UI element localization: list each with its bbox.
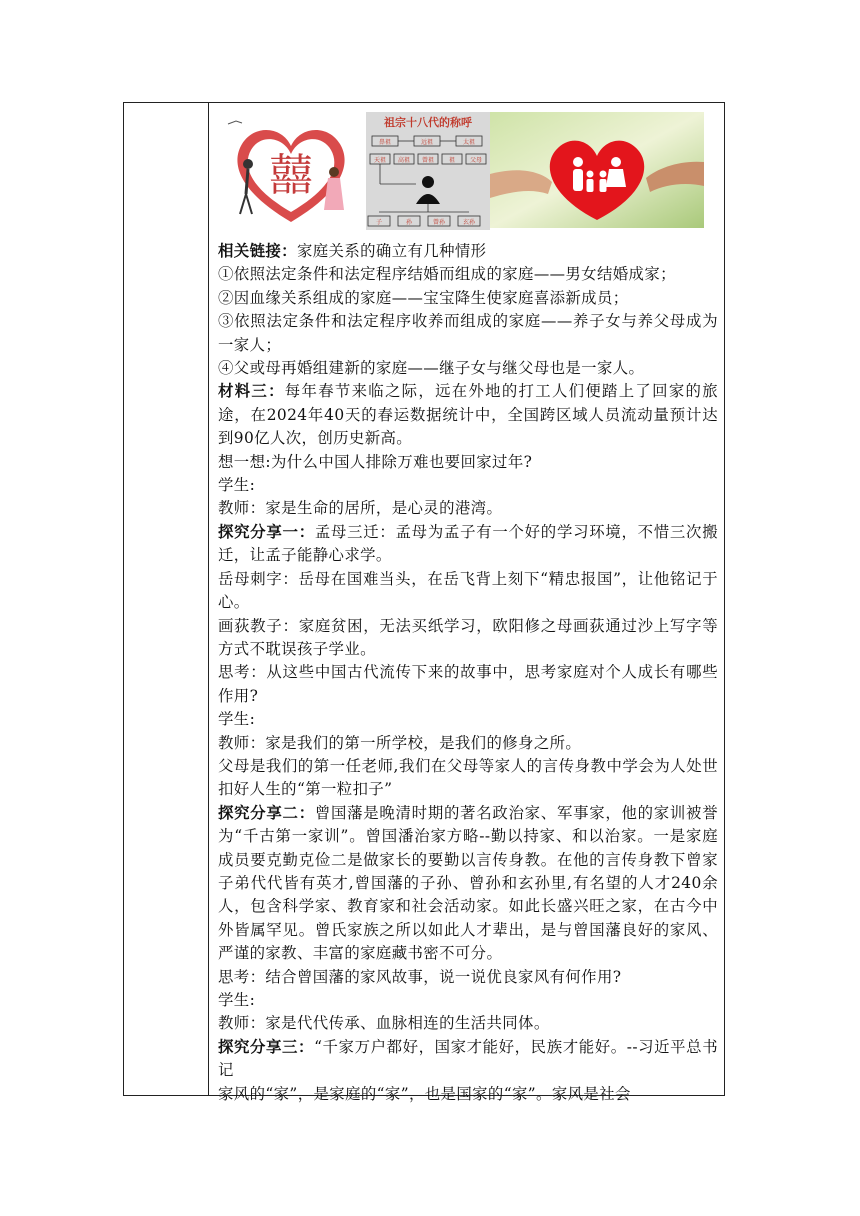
paragraph-text: 学生: xyxy=(218,991,256,1009)
lesson-text xyxy=(218,240,718,1106)
genealogy-label: 孙 xyxy=(405,219,413,226)
paragraph-text: 曾国藩是晚清时期的著名政治家、军事家，他的家训被誉为“千古第一家训”。曾国潘治家方略--勤以持家、和以治家。一是家庭成员要克勤克俭二是做家长的要勤以言传身教。在他的言传身教下曾家子弟代代皆有英才,曾国藩的子孙、曾孙和玄孙里,有名望的人才240余人，包含科学家、教育家和社会活动家。如此长盛兴旺之家，在古今中外皆属罕见。曾氏家族之所以如此人才辈出，是与曾国藩良好的家风、严谨的家教、丰富的家庭藏书密不可分。 xyxy=(218,803,718,963)
genealogy-label: 鼻祖 xyxy=(378,139,392,146)
lesson-paragraph xyxy=(218,732,718,755)
paragraph-text: 想一想:为什么中国人排除万难也要回家过年? xyxy=(218,452,533,471)
genealogy-label: 玄孙 xyxy=(462,219,476,226)
paragraph-text: 家风的“家”，是家庭的“家”，也是国家的“家”。家风是社会 xyxy=(218,1084,631,1103)
genealogy-label: 父母 xyxy=(469,157,483,164)
paragraph-text: 教师：家是生命的居所，是心灵的港湾。 xyxy=(218,499,503,518)
paragraph-text: ①依照法定条件和法定程序结婚而组成的家庭——男女结婚成家； xyxy=(218,265,676,284)
paragraph-text: 学生: xyxy=(218,476,256,495)
lesson-paragraph xyxy=(218,661,718,708)
paragraph-text: 学生: xyxy=(218,710,256,729)
paragraph-text: 思考：从这些中国古代流传下来的故事中，思考家庭对个人成长有哪些作用? xyxy=(218,663,718,705)
genealogy-label: 曾祖 xyxy=(421,157,435,164)
paragraph-text: 画荻教子：家庭贫困，无法买纸学习，欧阳修之母画荻通过沙上写字等方式不耽误孩子学业。 xyxy=(218,616,718,658)
section-lead: 相关链接： xyxy=(218,242,297,260)
genealogy-label: 太祖 xyxy=(462,139,476,146)
lesson-paragraph xyxy=(218,357,718,380)
lesson-paragraph xyxy=(218,497,718,520)
double-happiness-glyph: 囍 xyxy=(269,150,313,201)
lesson-paragraph xyxy=(218,240,718,263)
paragraph-text: ③依照法定条件和法定程序收养而组成的家庭——养子女与养父母成为一家人； xyxy=(218,312,718,354)
family-heart-image xyxy=(490,112,704,228)
wedding-heart-image xyxy=(220,114,362,232)
lesson-paragraph xyxy=(218,1083,718,1106)
genealogy-label: 子 xyxy=(375,219,383,226)
lesson-paragraph xyxy=(218,1012,718,1035)
paragraph-text: 家庭关系的确立有几种情形 xyxy=(296,242,487,260)
lesson-paragraph xyxy=(218,615,718,662)
genealogy-label: 曾孙 xyxy=(432,219,446,226)
paragraph-text: 教师：家是我们的第一所学校，是我们的修身之所。 xyxy=(218,733,582,752)
genealogy-label: 远祖 xyxy=(420,139,434,146)
paragraph-text: ④父或母再婚组建新的家庭——继子女与继父母也是一家人。 xyxy=(218,359,645,378)
genealogy-label: 祖 xyxy=(448,157,456,164)
lesson-paragraph xyxy=(218,1036,718,1083)
genealogy-chart-image xyxy=(366,112,490,230)
lesson-paragraph xyxy=(218,380,718,450)
image-strip xyxy=(218,110,718,238)
lesson-paragraph xyxy=(218,802,718,966)
lesson-paragraph xyxy=(218,755,718,802)
lesson-paragraph xyxy=(218,708,718,731)
genealogy-title: 祖宗十八代的称呼 xyxy=(384,116,472,129)
genealogy-label: 高祖 xyxy=(397,157,411,164)
section-lead: 材料三： xyxy=(218,382,285,401)
lesson-paragraph xyxy=(218,966,718,989)
paragraph-text: 思考：结合曾国藩的家风故事，说一说优良家风有何作用? xyxy=(218,967,622,986)
section-lead: 探究分享三： xyxy=(218,1037,315,1056)
lesson-paragraph xyxy=(218,989,718,1012)
paragraph-text: “千家万户都好，国家才能好，民族才能好。--习近平总书记 xyxy=(218,1037,718,1080)
section-lead: 探究分享一： xyxy=(218,522,315,541)
lesson-paragraph xyxy=(218,263,718,286)
lesson-paragraph xyxy=(218,474,718,497)
lesson-paragraph xyxy=(218,310,718,357)
lesson-paragraph xyxy=(218,287,718,310)
lesson-paragraph xyxy=(218,451,718,474)
paragraph-text: ②因血缘关系组成的家庭——宝宝降生使家庭喜添新成员； xyxy=(218,288,629,307)
paragraph-text: 每年春节来临之际，远在外地的打工人们便踏上了回家的旅途，在2024年40天的春运数据统计中，全国跨区域人员流动量预计达到90亿人次，创历史新高。 xyxy=(218,382,718,448)
paragraph-text: 父母是我们的第一任老师,我们在父母等家人的言传身教中学会为人处世扣好人生的“第一粒扣子” xyxy=(218,756,718,799)
paragraph-text: 教师：家是代代传承、血脉相连的生活共同体。 xyxy=(218,1014,550,1033)
lesson-content xyxy=(218,110,718,1106)
column-divider xyxy=(208,102,209,1096)
paragraph-text: 岳母刺字：岳母在国难当头，在岳飞背上刻下“精忠报国”，让他铭记于心。 xyxy=(218,569,718,612)
lesson-paragraph xyxy=(218,521,718,568)
lesson-paragraph xyxy=(218,568,718,615)
section-lead: 探究分享二： xyxy=(218,803,315,822)
genealogy-label: 天祖 xyxy=(373,157,387,164)
paragraph-text: 孟母三迁：孟母为孟子有一个好的学习环境，不惜三次搬迁，让孟子能静心求学。 xyxy=(218,522,718,565)
